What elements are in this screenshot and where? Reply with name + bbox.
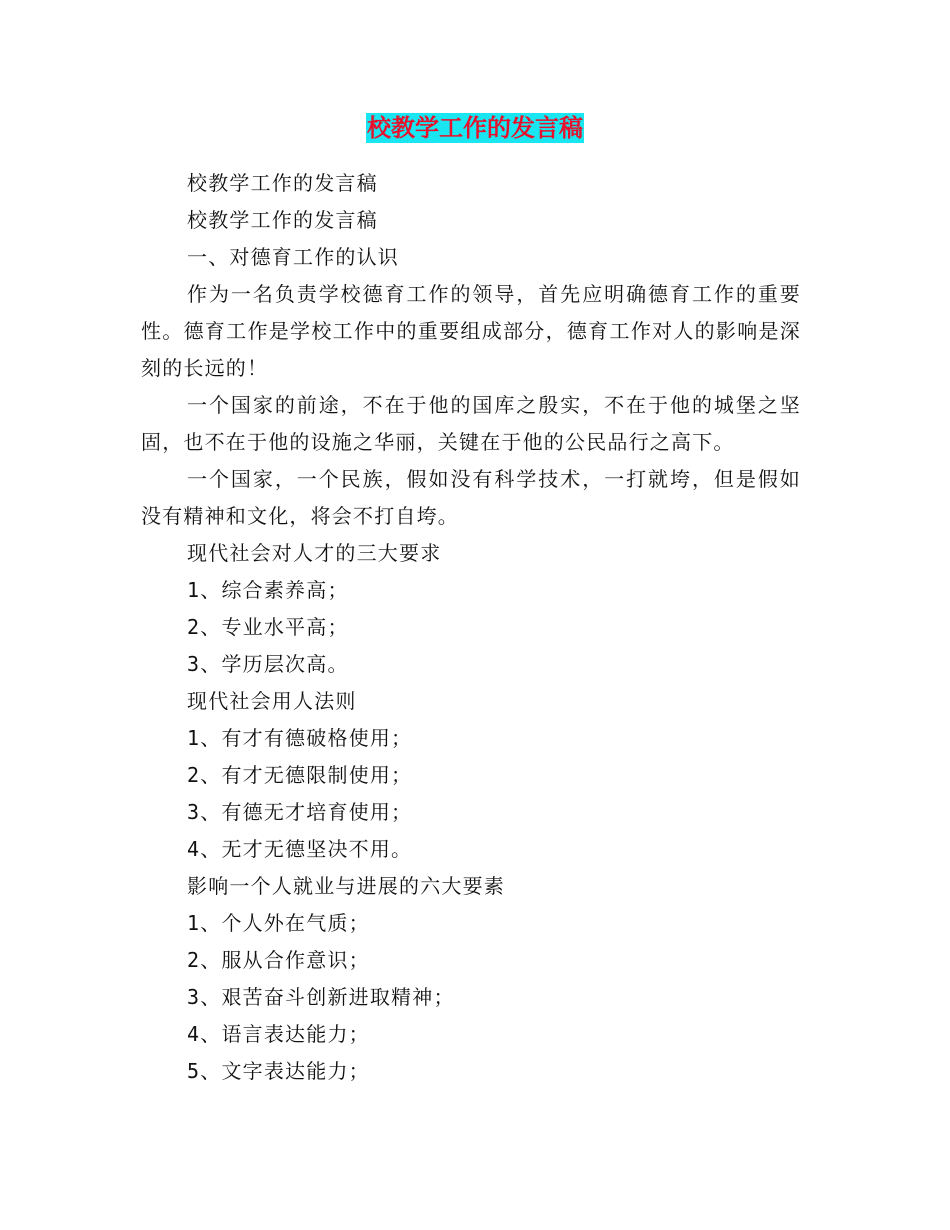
list-item: 2、专业水平高； — [187, 615, 349, 639]
heading-employment-rules: 现代社会用人法则 — [187, 689, 357, 713]
list-item: 2、有才无德限制使用； — [187, 763, 413, 787]
paragraph-importance: 作为一名负责学校德育工作的领导，首先应明确德育工作的重要性。德育工作是学校工作中的重要组成部分，德育工作对人的影响是深刻的长远的！ — [141, 282, 801, 380]
document-title: 校教学工作的发言稿 — [367, 114, 583, 142]
list-item: 4、语言表达能力； — [187, 1022, 370, 1046]
list-item: 3、艰苦奋斗创新进取精神； — [187, 985, 455, 1009]
list-item: 1、有才有德破格使用； — [187, 726, 413, 750]
list-item: 3、有德无才培育使用； — [187, 800, 413, 824]
heading-talent-requirements: 现代社会对人才的三大要求 — [187, 541, 442, 565]
document-body — [141, 165, 801, 1090]
list-item: 4、无才无德坚决不用。 — [187, 837, 413, 861]
list-item: 1、综合素养高； — [187, 578, 349, 602]
paragraph-subtitle-2: 校教学工作的发言稿 — [187, 208, 378, 232]
list-item: 3、学历层次高。 — [187, 652, 349, 676]
heading-six-factors: 影响一个人就业与进展的六大要素 — [187, 874, 505, 898]
list-item: 2、服从合作意识； — [187, 948, 370, 972]
paragraph-nation-future: 一个国家的前途，不在于他的国库之殷实，不在于他的城堡之坚固，也不在于他的设施之华丽，关键在于他的公民品行之高下。 — [141, 393, 801, 454]
section-heading-moral-education: 一、对德育工作的认识 — [187, 245, 399, 269]
list-item: 1、个人外在气质； — [187, 911, 370, 935]
list-item: 5、文字表达能力； — [187, 1059, 370, 1083]
paragraph-spirit-culture: 一个国家，一个民族，假如没有科学技术，一打就垮，但是假如没有精神和文化，将会不打自垮。 — [141, 467, 801, 528]
paragraph-subtitle-1: 校教学工作的发言稿 — [187, 171, 378, 195]
title-container — [0, 113, 950, 143]
